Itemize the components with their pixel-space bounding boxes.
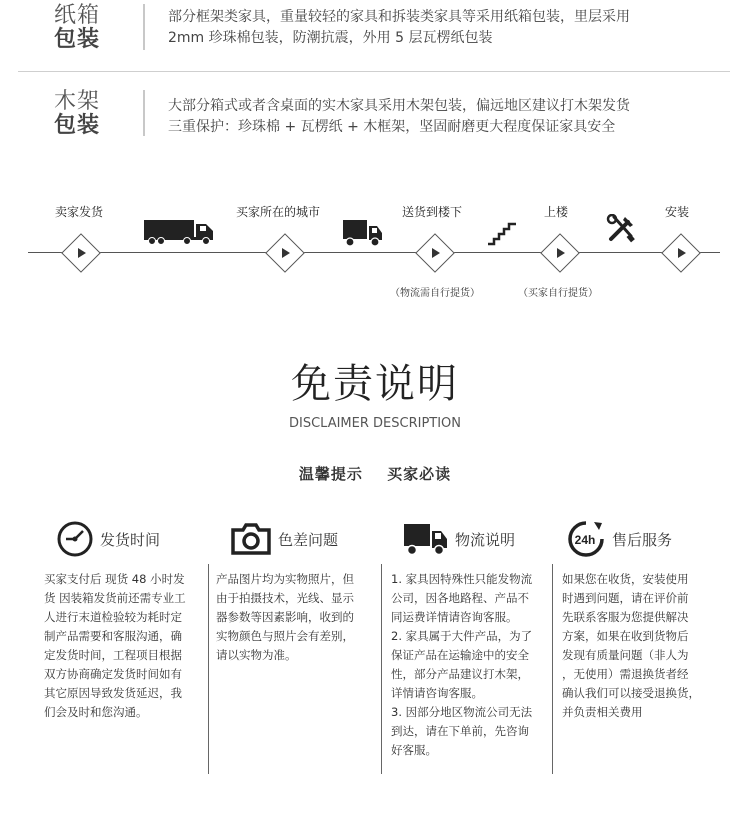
column-header-ship-time (56, 514, 160, 564)
play-icon (78, 248, 86, 258)
play-icon (282, 248, 290, 258)
24h-service-icon (566, 519, 606, 559)
text-line: 器参数等因素影响，收到的 (216, 610, 354, 624)
stairs-icon (486, 220, 518, 246)
text-line: 公司，因各地路程、产品不 (391, 591, 529, 605)
text-line: 请以实物为准。 (216, 648, 297, 662)
text-line: 到达，请在下单前，先咨询 (391, 724, 529, 738)
step-label-buyer-city: 买家所在的城市 (236, 205, 321, 219)
column-divider-2 (381, 564, 382, 774)
text-line: 实物颜色与照片会有差别， (216, 629, 354, 643)
section-separator (18, 71, 730, 72)
text-line: 发现有质量问题（非人为 (562, 648, 689, 662)
text-line: 制产品需要和客服沟通，确 (44, 629, 182, 643)
disclaimer-title: 免责说明 (291, 361, 459, 407)
tips-warm-reminder: 温馨提示 (298, 465, 363, 483)
after-sales-text (562, 570, 726, 722)
text-line: 保证产品在运输途中的安全 (391, 648, 529, 662)
camera-icon (230, 522, 272, 556)
truck-large-icon (143, 218, 215, 246)
text-line: 货 因装箱发货前还需专业工 (44, 591, 186, 605)
tools-icon (606, 214, 636, 244)
color-diff-heading: 色差问题 (278, 530, 339, 549)
wood-divider (143, 90, 145, 136)
text-line: 1. 家具因特殊性只能发物流 (391, 572, 533, 586)
carton-title-line1: 纸箱 (54, 3, 101, 28)
step-label-install: 安装 (665, 205, 690, 219)
text-line: 好客服。 (391, 743, 437, 757)
carton-text-line1: 部分框架类家具，重量较轻的家具和拆装类家具等采用纸箱包装，里层采用 (168, 9, 630, 25)
text-line: 买家支付后 现货 48 小时发 (44, 572, 185, 586)
clock-icon (56, 520, 94, 558)
text-line: ，无使用）需退换货者经 (562, 667, 689, 681)
text-line: 并负责相关费用 (562, 705, 643, 719)
wood-text-line2: 三重保护：珍珠棉 + 瓦楞纸 + 木框架，坚固耐磨更大程度保证家具安全 (168, 119, 616, 135)
play-icon (432, 248, 440, 258)
text-line: 如果您在收货，安装使用 (562, 572, 689, 586)
wood-text-line1: 大部分箱式或者含桌面的实木家具采用木架包装，偏远地区建议打木架发货 (168, 98, 630, 114)
disclaimer-subtitle: DISCLAIMER DESCRIPTION (288, 416, 462, 431)
text-line: 由于拍摄技术，光线、显示 (216, 591, 354, 605)
wood-frame-packaging-title (54, 90, 114, 138)
text-line: 其它原因导致发货延迟，我 (44, 686, 182, 700)
ship-time-heading: 发货时间 (100, 530, 161, 549)
text-line: 先联系客服为您提供解决 (562, 610, 689, 624)
step-label-seller-ship: 卖家发货 (55, 205, 104, 219)
color-diff-text (216, 570, 380, 665)
text-line: 同运费详情请咨询客服。 (391, 610, 518, 624)
text-line: 3. 因部分地区物流公司无法 (391, 705, 533, 719)
column-header-after-sales (566, 514, 672, 564)
carton-text-line2: 2mm 珍珠棉包装，防潮抗震，外用 5 层瓦楞纸包装 (168, 30, 493, 46)
logistics-heading: 物流说明 (455, 530, 516, 549)
after-sales-heading: 售后服务 (612, 530, 673, 549)
carton-title-line2: 包装 (54, 27, 101, 52)
text-line: 确认我们可以接受退换货， (562, 686, 700, 700)
tips-heading (0, 463, 750, 484)
carton-divider (143, 4, 145, 50)
text-line: 时遇到问题，请在评价前 (562, 591, 689, 605)
column-header-color-diff (230, 514, 338, 564)
step-label-downstairs: 送货到楼下 (402, 205, 463, 219)
24h-text: 24h (574, 533, 596, 547)
logistics-flow-line (28, 252, 720, 253)
text-line: 产品图片均为实物照片，但 (216, 572, 354, 586)
carton-packaging-title (54, 4, 114, 52)
text-line: 方案，如果在收到货物后 (562, 629, 689, 643)
delivery-truck-icon (403, 522, 449, 556)
text-line: 双方协商确定发货时间如有 (44, 667, 182, 681)
text-line: 们会及时和您沟通。 (44, 705, 148, 719)
tips-buyer-must-read: 买家必读 (387, 465, 452, 483)
truck-small-icon (342, 218, 384, 248)
column-header-logistics (403, 514, 515, 564)
text-line: 性，部分产品建议打木架， (391, 667, 529, 681)
carton-description (168, 7, 728, 49)
wood-title-line1: 木架 (54, 89, 101, 114)
step-label-upstairs: 上楼 (544, 205, 569, 219)
wood-description (168, 96, 728, 138)
play-icon (678, 248, 686, 258)
play-icon (557, 248, 565, 258)
text-line: 详情请咨询客服。 (391, 686, 483, 700)
wood-title-line2: 包装 (54, 113, 101, 138)
text-line: 人进行末道检验较为耗时定 (44, 610, 182, 624)
column-divider-1 (208, 564, 209, 774)
text-line: 定发货时间，工程项目根据 (44, 648, 182, 662)
logistics-text (391, 570, 555, 760)
note-buyer-self-pickup: （买家自行提货） (518, 288, 598, 299)
ship-time-text (44, 570, 208, 722)
text-line: 2. 家具属于大件产品，为了 (391, 629, 533, 643)
note-logistics-self-pickup: （物流需自行提货） (390, 288, 480, 299)
